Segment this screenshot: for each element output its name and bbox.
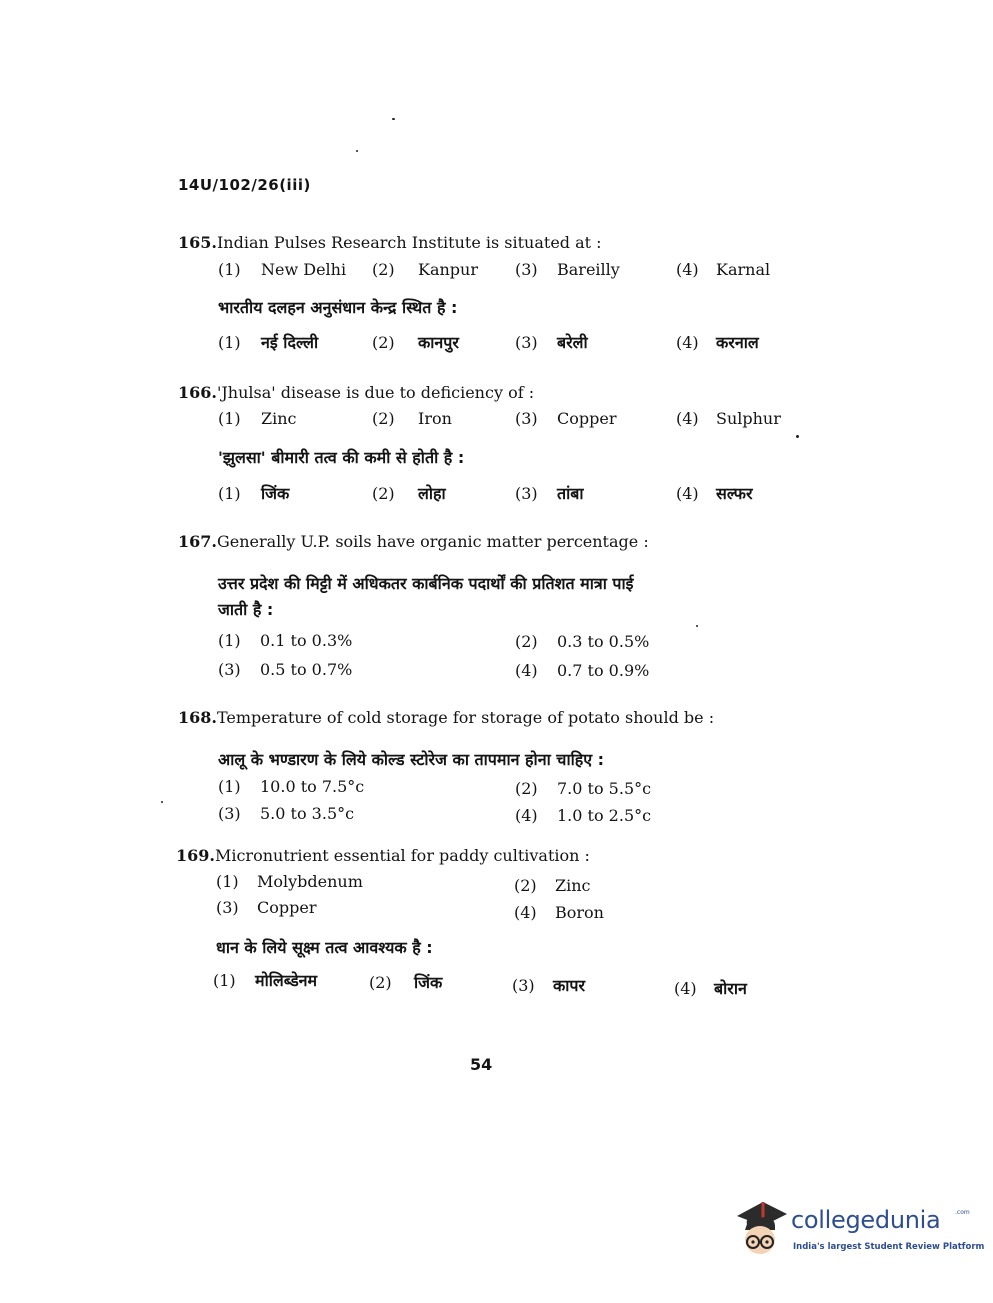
option-label: (1)	[216, 872, 239, 891]
option-text: Sulphur	[716, 409, 781, 428]
option-label: (1)	[218, 409, 241, 428]
option-text: 5.0 to 3.5°c	[260, 804, 355, 823]
question-165	[178, 233, 602, 252]
option-text: तांबा	[557, 484, 584, 503]
option-label: (4)	[514, 903, 537, 922]
option-text: Molybdenum	[257, 872, 363, 891]
option-label: (3)	[216, 898, 239, 917]
question-text: Temperature of cold storage for storage of potato should be :	[216, 708, 715, 727]
question-text-hindi: भारतीय दलहन अनुसंधान केन्द्र स्थित है :	[218, 298, 458, 317]
option-text: 0.5 to 0.7%	[260, 660, 353, 679]
option-text: जिंक	[261, 484, 290, 503]
question-text-hindi: धान के लिये सूक्ष्म तत्व आवश्यक है :	[216, 938, 433, 957]
option-label: (2)	[372, 409, 395, 428]
option-text: Boron	[555, 903, 604, 922]
option-text: Zinc	[261, 409, 297, 428]
option-label: (2)	[515, 632, 538, 651]
option-label: (3)	[515, 409, 538, 428]
question-number: 169.	[176, 846, 215, 865]
option-text: कापर	[553, 976, 586, 995]
question-number: 167.	[178, 532, 217, 551]
paper-code: 14U/102/26(iii)	[178, 176, 311, 194]
question-text-hindi: आलू के भण्डारण के लिये कोल्ड स्टोरेज का तापमान होना चाहिए :	[218, 750, 605, 769]
option-label: (1)	[218, 484, 241, 503]
option-label: (2)	[514, 876, 537, 895]
option-text: जिंक	[414, 973, 443, 992]
option-label: (1)	[213, 971, 236, 990]
option-label: (4)	[674, 979, 697, 998]
option-text: कानपुर	[418, 333, 459, 352]
option-text: नई दिल्ली	[261, 333, 319, 352]
option-label: (3)	[218, 804, 241, 823]
logo-domain-suffix: .com	[955, 1209, 970, 1216]
option-label: (1)	[218, 333, 241, 352]
student-mascot-icon	[733, 1198, 789, 1264]
question-167	[178, 532, 649, 551]
question-text: Micronutrient essential for paddy cultivation :	[214, 846, 590, 865]
question-166	[178, 383, 534, 402]
scan-speck	[356, 150, 358, 152]
option-label: (1)	[218, 260, 241, 279]
option-label: (3)	[515, 333, 538, 352]
question-169	[176, 846, 590, 865]
option-text: 0.7 to 0.9%	[557, 661, 650, 680]
option-text: Iron	[418, 409, 452, 428]
option-label: (2)	[369, 973, 392, 992]
option-label: (3)	[515, 260, 538, 279]
option-text: बोरान	[714, 979, 747, 998]
option-label: (2)	[515, 779, 538, 798]
option-text: Karnal	[716, 260, 771, 279]
option-label: (2)	[372, 333, 395, 352]
question-text: Indian Pulses Research Institute is situated at :	[216, 233, 602, 252]
question-number: 168.	[178, 708, 217, 727]
option-text: 7.0 to 5.5°c	[557, 779, 652, 798]
option-label: (4)	[676, 260, 699, 279]
logo-wordmark: collegedunia	[791, 1206, 941, 1234]
option-text: सल्फर	[716, 484, 753, 503]
option-text: लोहा	[418, 484, 446, 503]
option-text: मोलिब्डेनम	[255, 971, 318, 990]
question-text-hindi-cont: जाती है :	[218, 600, 274, 619]
option-text: Bareilly	[557, 260, 620, 279]
option-label: (1)	[218, 777, 241, 796]
option-label: (1)	[218, 631, 241, 650]
question-text-hindi: 'झुलसा' बीमारी तत्व की कमी से होती है :	[218, 448, 465, 467]
option-text: करनाल	[716, 333, 759, 352]
option-text: Kanpur	[418, 260, 478, 279]
option-text: 10.0 to 7.5°c	[260, 777, 365, 796]
scan-speck	[392, 118, 395, 120]
collegedunia-logo[interactable]	[733, 1198, 985, 1264]
option-text: 1.0 to 2.5°c	[557, 806, 652, 825]
option-text: 0.3 to 0.5%	[557, 632, 650, 651]
option-label: (3)	[218, 660, 241, 679]
option-label: (4)	[676, 333, 699, 352]
option-label: (2)	[372, 484, 395, 503]
option-label: (4)	[676, 409, 699, 428]
option-text: New Delhi	[261, 260, 347, 279]
option-text: Copper	[257, 898, 317, 917]
scan-speck	[696, 625, 698, 627]
question-text: 'Jhulsa' disease is due to deficiency of :	[216, 383, 535, 402]
option-text: 0.1 to 0.3%	[260, 631, 353, 650]
option-label: (4)	[515, 806, 538, 825]
question-text-hindi: उत्तर प्रदेश की मिट्टी में अधिकतर कार्बनिक पदार्थों की प्रतिशत मात्रा पाई	[218, 574, 634, 593]
logo-tagline: India's largest Student Review Platform	[793, 1242, 985, 1252]
option-label: (4)	[515, 661, 538, 680]
question-number: 165.	[178, 233, 217, 252]
question-text: Generally U.P. soils have organic matter percentage :	[216, 532, 649, 551]
option-text: Copper	[557, 409, 617, 428]
scan-speck	[796, 435, 799, 438]
option-text: बरेली	[557, 333, 588, 352]
question-168	[178, 708, 714, 727]
option-label: (4)	[676, 484, 699, 503]
scan-speck	[161, 801, 163, 803]
option-label: (2)	[372, 260, 395, 279]
option-label: (3)	[515, 484, 538, 503]
option-text: Zinc	[555, 876, 591, 895]
option-label: (3)	[512, 976, 535, 995]
page-number: 54	[470, 1055, 493, 1074]
question-number: 166.	[178, 383, 217, 402]
